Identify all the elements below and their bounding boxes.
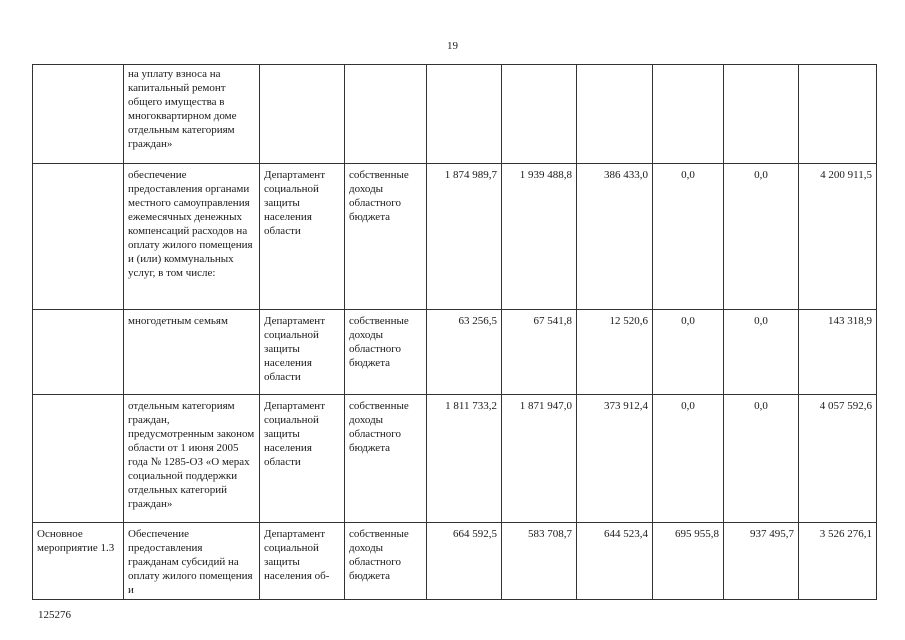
- source-cell: собственные доходы областного бюджета: [345, 164, 427, 310]
- source-cell: собственные доходы областного бюджета: [345, 310, 427, 395]
- total-cell: 3 526 276,1: [799, 523, 877, 600]
- table-row: [33, 523, 877, 600]
- executor-cell: Департамент социальной защиты населения области: [260, 310, 345, 395]
- value-year-4-cell: 0,0: [653, 395, 724, 523]
- table-row: [33, 395, 877, 523]
- source-cell: [345, 65, 427, 164]
- value-year-2-cell: 1 939 488,8: [502, 164, 577, 310]
- value-year-2-cell: 67 541,8: [502, 310, 577, 395]
- executor-cell: Департамент социальной защиты населения области: [260, 395, 345, 523]
- value-year-5-cell: 937 495,7: [724, 523, 799, 600]
- table-row: [33, 65, 877, 164]
- table-row: [33, 164, 877, 310]
- value-year-2-cell: [502, 65, 577, 164]
- value-year-5-cell: 0,0: [724, 164, 799, 310]
- total-cell: 4 200 911,5: [799, 164, 877, 310]
- measure-cell: [33, 395, 124, 523]
- value-year-5-cell: 0,0: [724, 310, 799, 395]
- executor-cell: Департамент социальной защиты населения области: [260, 164, 345, 310]
- total-cell: 4 057 592,6: [799, 395, 877, 523]
- source-cell: собственные доходы областного бюджета: [345, 523, 427, 600]
- executor-cell: [260, 65, 345, 164]
- value-year-3-cell: [577, 65, 653, 164]
- value-year-3-cell: 386 433,0: [577, 164, 653, 310]
- value-year-3-cell: 373 912,4: [577, 395, 653, 523]
- value-year-3-cell: 12 520,6: [577, 310, 653, 395]
- value-year-1-cell: [427, 65, 502, 164]
- value-year-1-cell: 1 811 733,2: [427, 395, 502, 523]
- description-cell: обеспечение предоставления органами местного самоуправления ежемесячных денежных компенсаций расходов на оплату жилого помещения и (или) коммунальных услуг, в том числе:: [124, 164, 260, 310]
- total-cell: [799, 65, 877, 164]
- description-cell: Обеспечение предоставления гражданам субсидий на оплату жилого помещения и: [124, 523, 260, 600]
- total-cell: 143 318,9: [799, 310, 877, 395]
- measure-cell: [33, 310, 124, 395]
- value-year-4-cell: 695 955,8: [653, 523, 724, 600]
- description-cell: отдельным категориям граждан, предусмотренным законом области от 1 июня 2005 года № 1285-ОЗ «О мерах социальной поддержки отдельных категорий граждан»: [124, 395, 260, 523]
- value-year-4-cell: 0,0: [653, 310, 724, 395]
- value-year-4-cell: 0,0: [653, 164, 724, 310]
- measure-cell: Основное мероприятие 1.3: [33, 523, 124, 600]
- value-year-2-cell: 1 871 947,0: [502, 395, 577, 523]
- document-code: 125276: [38, 609, 71, 621]
- description-cell: многодетным семьям: [124, 310, 260, 395]
- value-year-1-cell: 1 874 989,7: [427, 164, 502, 310]
- measure-cell: [33, 164, 124, 310]
- measure-cell: [33, 65, 124, 164]
- source-cell: собственные доходы областного бюджета: [345, 395, 427, 523]
- value-year-5-cell: 0,0: [724, 395, 799, 523]
- value-year-1-cell: 664 592,5: [427, 523, 502, 600]
- table-row: [33, 310, 877, 395]
- executor-cell: Департамент социальной защиты населения об-: [260, 523, 345, 600]
- description-cell: на уплату взноса на капитальный ремонт общего имущества в многоквартирном доме отдельным категориям граждан»: [124, 65, 260, 164]
- value-year-1-cell: 63 256,5: [427, 310, 502, 395]
- value-year-5-cell: [724, 65, 799, 164]
- page-number: 19: [447, 40, 458, 52]
- value-year-2-cell: 583 708,7: [502, 523, 577, 600]
- value-year-4-cell: [653, 65, 724, 164]
- value-year-3-cell: 644 523,4: [577, 523, 653, 600]
- budget-table: [32, 64, 877, 600]
